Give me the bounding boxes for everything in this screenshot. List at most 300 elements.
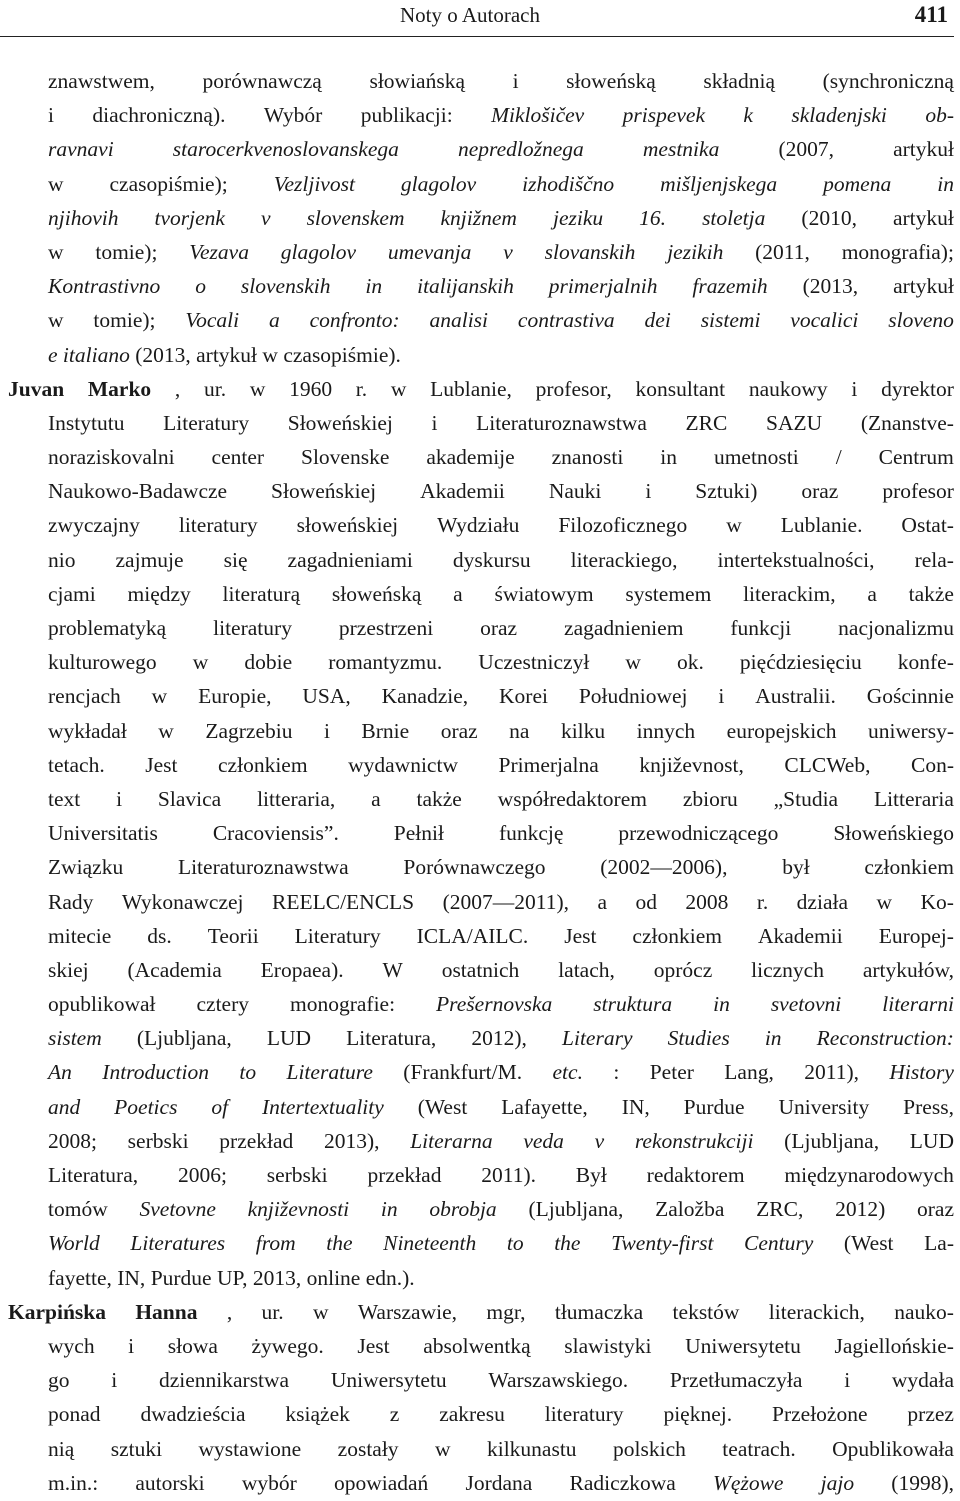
text-line: [8, 543, 954, 577]
word: IN,: [621, 1094, 650, 1119]
word: w: [312, 1299, 329, 1324]
page-number: 411: [914, 2, 948, 27]
word: romantyzmu.: [328, 650, 443, 675]
word: znanosti: [551, 445, 624, 470]
text-line: [8, 953, 954, 987]
word: in: [660, 445, 677, 470]
text-line: [8, 1158, 954, 1192]
italic-title-word: veda: [523, 1128, 564, 1153]
word: Lublanie,: [430, 376, 512, 401]
author-name: Karpińska: [8, 1299, 106, 1324]
word: międzynarodowych: [784, 1163, 954, 1187]
italic-title-word: o: [195, 274, 206, 299]
italic-title-word: v: [503, 239, 513, 264]
word: oprócz: [653, 957, 713, 982]
italic-title-word: njihovih: [48, 205, 119, 230]
word: w: [726, 513, 742, 538]
word: (synchroniczną: [822, 69, 954, 93]
word: edn.).: [365, 1265, 415, 1290]
word: konfe-: [897, 650, 954, 675]
word: Cracoviensis”.: [212, 821, 339, 846]
text-line: [8, 1466, 954, 1500]
word: Jagiellońskie-: [834, 1333, 954, 1358]
word: zagadnieniami: [287, 547, 413, 572]
word: w: [151, 684, 168, 709]
italic-title-word: Twenty-first: [611, 1231, 714, 1256]
word: (Academia: [127, 957, 222, 982]
word: Litteraria: [873, 786, 954, 811]
italic-title-word: sistemi: [700, 308, 761, 333]
word: członkiem: [218, 752, 308, 777]
word: serbski: [266, 1163, 328, 1187]
word: ZRC: [685, 410, 728, 435]
word: Warszawskiego.: [488, 1368, 629, 1393]
word: licznych: [751, 957, 824, 982]
word: Akademii: [757, 923, 843, 948]
word: członkiem: [632, 923, 722, 948]
italic-title-word: ravnavi: [48, 137, 114, 162]
word: artykuł: [893, 137, 954, 162]
word: współredaktorem: [497, 786, 647, 811]
word: Był: [575, 1163, 607, 1187]
word: czasopiśmie).: [283, 342, 401, 367]
word: Filozoficznego: [558, 513, 688, 538]
word: (West: [843, 1231, 894, 1256]
word: także: [908, 581, 954, 606]
word: żywego.: [251, 1333, 324, 1358]
word: słowiańską: [369, 69, 465, 93]
italic-title-word: umevanja: [387, 239, 472, 264]
word: kilkunastu: [486, 1436, 577, 1461]
word: 2008: [685, 889, 729, 914]
word: oraz: [917, 1197, 954, 1222]
word: CLCWeb,: [784, 752, 871, 777]
word: noraziskovalni: [48, 445, 175, 470]
word: (Ljubljana,: [136, 1026, 232, 1051]
italic-title-word: in: [365, 274, 383, 299]
word: był: [782, 855, 810, 880]
word: Europie,: [198, 684, 272, 709]
word: Akademii: [420, 479, 505, 504]
word: oraz: [480, 616, 518, 640]
italic-title-word: ob-: [925, 103, 954, 128]
italic-title-word: Introduction: [102, 1060, 209, 1085]
word: 2013,: [252, 1265, 307, 1290]
word: (Frankfurt/M.: [403, 1060, 523, 1085]
word: Založba: [655, 1197, 725, 1222]
word: i: [718, 684, 725, 709]
italic-title-word: sistem: [48, 1026, 102, 1051]
word: r.: [355, 376, 368, 401]
word: przekład: [367, 1163, 442, 1187]
word: Peter: [649, 1060, 694, 1085]
word: Ko-: [920, 889, 954, 914]
word: rencjach: [48, 684, 121, 709]
author-name: Hanna: [135, 1299, 198, 1324]
text-line: [8, 577, 954, 611]
italic-title-word: v: [260, 205, 271, 230]
italic-title-word: An: [48, 1060, 72, 1085]
italic-title-word: literarni: [882, 992, 954, 1017]
word: funkcji: [730, 616, 792, 640]
text-line: [8, 850, 954, 884]
word: 2013),: [323, 1128, 380, 1153]
word: Naukowo-Badawcze: [48, 479, 228, 504]
word: latach,: [558, 957, 615, 982]
word: przez: [907, 1402, 954, 1427]
word: Slavica: [157, 786, 222, 811]
italic-title-word: pomena: [823, 171, 892, 196]
word: cjami: [48, 581, 96, 606]
word: także: [416, 786, 462, 811]
word: oraz: [801, 479, 839, 504]
word: a: [453, 581, 463, 606]
word: ,: [226, 1299, 233, 1324]
word: SAZU: [766, 410, 823, 435]
author-name: Juvan: [8, 376, 65, 401]
word: dyrektor: [881, 376, 954, 401]
word: (Znanstve-: [860, 410, 954, 435]
word: Wybór: [263, 103, 323, 128]
word: w: [158, 718, 174, 743]
italic-title-word: in: [937, 171, 954, 196]
word: artykuł: [892, 205, 954, 230]
word: redaktorem: [646, 1163, 745, 1187]
italic-title-word: 16.: [639, 205, 667, 230]
word: ds.: [147, 923, 172, 948]
word: w: [192, 650, 209, 675]
word: Przełożone: [772, 1402, 868, 1427]
word: teatrach.: [722, 1436, 796, 1461]
word: Zagrzebiu: [205, 718, 293, 743]
italic-title-word: confronto:: [309, 308, 400, 333]
word: cztery: [196, 992, 249, 1017]
word: r.: [756, 889, 769, 914]
word: systemem: [625, 581, 712, 606]
word: autorski: [135, 1470, 205, 1495]
word: nacjonalizmu: [838, 616, 954, 640]
running-head: [0, 0, 954, 37]
word: (2010,: [801, 205, 857, 230]
word: Teorii: [207, 923, 259, 948]
word: słoweńskiej: [296, 513, 399, 538]
word: intertekstualności,: [717, 547, 875, 572]
italic-title-word: Literature: [286, 1060, 373, 1085]
word: 2006;: [177, 1163, 227, 1187]
word: tomów: [48, 1197, 108, 1222]
word: slawistyki: [564, 1333, 652, 1358]
word: zajmuje: [115, 547, 184, 572]
word: IN,: [117, 1265, 151, 1290]
word: 2012),: [471, 1026, 527, 1051]
text-line: [8, 406, 954, 440]
italic-title-word: contrastiva: [517, 308, 615, 333]
word: REELC/ENCLS: [271, 889, 415, 914]
word: między: [127, 581, 191, 606]
word: wybór: [241, 1470, 297, 1495]
word: wydała: [891, 1368, 954, 1393]
text-line: [8, 645, 954, 679]
word: tomie);: [93, 308, 156, 333]
text-line: [8, 440, 954, 474]
word: słoweńską: [566, 69, 656, 93]
word: oraz: [440, 718, 478, 743]
word: Europej-: [878, 923, 954, 948]
word: w: [390, 376, 407, 401]
word: składnią: [703, 69, 775, 93]
word: m.in.:: [48, 1470, 99, 1495]
italic-title-word: analisi: [429, 308, 489, 333]
word: (2011,: [755, 239, 810, 264]
word: wych: [48, 1333, 95, 1358]
word: zbioru: [682, 786, 738, 811]
italic-title-word: Miklošičev: [491, 103, 585, 128]
text-line: [8, 782, 954, 816]
text-line: [8, 269, 954, 303]
italic-title-word: skladenjski: [791, 103, 887, 128]
word: W: [382, 957, 403, 982]
word: kilku: [560, 718, 606, 743]
italic-title-word: Reconstruction:: [816, 1026, 954, 1051]
word: konsultant: [635, 376, 726, 401]
word: :: [613, 1060, 620, 1085]
entry-continuation: [8, 64, 954, 372]
italic-title-word: Poetics: [114, 1094, 178, 1119]
word: UP,: [216, 1265, 253, 1290]
word: się: [223, 547, 248, 572]
italic-title-word: struktura: [593, 992, 673, 1017]
word: polskich: [613, 1436, 686, 1461]
word: Słoweńskiej: [271, 479, 377, 504]
text-line: [8, 679, 954, 713]
italic-title-word: and: [48, 1094, 81, 1119]
text-line: [8, 885, 954, 919]
text-line: [8, 1261, 954, 1295]
word: Purdue: [683, 1094, 745, 1119]
italic-title-word: slovanskih: [544, 239, 636, 264]
word: literatury: [178, 513, 258, 538]
italic-title-word: glagolov: [280, 239, 357, 264]
word: Press,: [903, 1094, 954, 1119]
italic-title-word: tvorjenk: [154, 205, 225, 230]
word: dwadzieścia: [140, 1402, 246, 1427]
word: (1998),: [891, 1470, 954, 1495]
word: kulturowego: [48, 650, 157, 675]
word: sztuki: [110, 1436, 163, 1461]
word: 1960: [289, 376, 333, 401]
word: literackim,: [743, 581, 836, 606]
word: ,: [174, 376, 181, 401]
italic-title-word: Studies: [667, 1026, 730, 1051]
word: Pełnił: [393, 821, 444, 846]
word: pięknej.: [663, 1402, 733, 1427]
text-line: [8, 372, 954, 406]
word: ur.: [261, 1299, 284, 1324]
word: i: [128, 1333, 135, 1358]
word: Słoweńskiego: [833, 821, 954, 846]
text-line: [8, 1124, 954, 1158]
word: ostatnich: [441, 957, 520, 982]
word: opublikował: [48, 992, 156, 1017]
word: Brnie: [361, 718, 410, 743]
word: rela-: [914, 547, 954, 572]
italic-title-word: from: [255, 1231, 296, 1256]
italic-title-word: World: [48, 1231, 100, 1256]
word: Jest: [357, 1333, 390, 1358]
word: i: [512, 69, 519, 93]
word: publikacji:: [360, 103, 453, 128]
italic-title-word: Literary: [562, 1026, 633, 1051]
word: (2013,: [135, 342, 197, 367]
word: działa: [796, 889, 848, 914]
word: dziennikarstwa: [158, 1368, 290, 1393]
word: Literaturoznawstwa: [177, 855, 349, 880]
word: Eropaea).: [260, 957, 344, 982]
word: (Ljubljana,: [528, 1197, 624, 1222]
word: Słoweńskiej: [287, 410, 393, 435]
italic-title-word: e: [48, 342, 63, 367]
word: europejskich: [726, 718, 837, 743]
word: /: [835, 445, 842, 470]
word: a: [867, 581, 877, 606]
word: Lafayette,: [501, 1094, 588, 1119]
italic-title-word: Wężowe: [713, 1470, 784, 1495]
word: (2002—2006),: [600, 855, 728, 880]
word: literackich,: [768, 1299, 865, 1324]
word: artykuł: [196, 342, 263, 367]
word: tomie);: [95, 239, 158, 264]
italic-title-word: primerjalnih: [548, 274, 658, 299]
word: tekstów: [672, 1299, 740, 1324]
italic-title-word: knjižnem: [440, 205, 517, 230]
word: innych: [636, 718, 696, 743]
word: Porównawczego: [403, 855, 546, 880]
word: University: [778, 1094, 870, 1119]
word: pięćdziesięciu: [739, 650, 862, 675]
word: Jordana: [465, 1470, 533, 1495]
italic-title-word: italiano: [62, 342, 136, 367]
word: zakresu: [439, 1402, 505, 1427]
word: Jest: [564, 923, 597, 948]
italic-title-word: jezikih: [667, 239, 724, 264]
text-line: [8, 132, 954, 166]
italic-title-word: k: [743, 103, 753, 128]
word: wystawione: [198, 1436, 302, 1461]
word: akademije: [426, 445, 515, 470]
word: monografia);: [841, 239, 954, 264]
word: Ostat-: [901, 513, 954, 538]
word: mgr,: [486, 1299, 526, 1324]
text-line: [8, 748, 954, 782]
italic-title-word: Vocali: [185, 308, 240, 333]
italic-title-word: sloveno: [888, 308, 954, 333]
italic-title-word: frazemih: [692, 274, 768, 299]
text-line: [8, 338, 954, 372]
word: i: [844, 1368, 851, 1393]
word: opowiadań: [333, 1470, 429, 1495]
word: Wykonawczej: [121, 889, 244, 914]
word: nio: [48, 547, 76, 572]
text-line: [8, 1090, 954, 1124]
word: artykułów,: [862, 957, 954, 982]
word: słoweńską: [331, 581, 422, 606]
word: artykuł: [893, 274, 954, 299]
entry-juvan-marko: [8, 372, 954, 1295]
italic-title-word: v: [594, 1128, 605, 1153]
word: i: [48, 103, 54, 128]
text-line: [8, 167, 954, 201]
word: Warszawie,: [357, 1299, 458, 1324]
word: LUD: [909, 1128, 954, 1153]
word: absolwentką: [423, 1333, 531, 1358]
word: mitecie: [48, 923, 112, 948]
italic-title-word: književnosti: [247, 1197, 350, 1222]
word: znawstwem,: [48, 69, 155, 93]
word: 2012): [835, 1197, 886, 1222]
word: Literaturoznawstwa: [476, 410, 647, 435]
word: Uniwersytetu: [685, 1333, 801, 1358]
italic-title-word: dei: [644, 308, 671, 333]
italic-title-word: History: [889, 1060, 954, 1085]
word: w: [262, 342, 284, 367]
word: ZRC,: [756, 1197, 804, 1222]
word: nauko-: [894, 1299, 954, 1324]
word: Instytutu: [48, 410, 125, 435]
word: Związku: [48, 855, 124, 880]
word: w: [48, 171, 64, 196]
italic-title-word: nepredložnega: [457, 137, 584, 162]
word: Korei: [499, 684, 548, 709]
italic-title-word: slovenskem: [306, 205, 405, 230]
word: od: [635, 889, 657, 914]
word: światowym: [494, 581, 594, 606]
word: Primerjalna: [498, 752, 599, 777]
word: književnost,: [639, 752, 744, 777]
word: 2011),: [804, 1060, 859, 1085]
word: Literatura,: [346, 1026, 437, 1051]
word: Południowej: [578, 684, 688, 709]
word: zagadnieniem: [564, 616, 684, 640]
word: 2008;: [48, 1128, 97, 1153]
italic-title-word: Nineteenth: [383, 1231, 477, 1256]
word: w: [435, 1436, 451, 1461]
word: w: [48, 239, 64, 264]
word: Opublikowała: [832, 1436, 954, 1461]
word: diachroniczną).: [92, 103, 226, 128]
italic-title-word: in: [380, 1197, 398, 1222]
text-line: [8, 235, 954, 269]
italic-title-word: jeziku: [552, 205, 604, 230]
italic-title-word: a: [269, 308, 280, 333]
word: członkiem: [864, 855, 954, 880]
italic-title-word: prispevek: [622, 103, 706, 128]
text-line: [8, 611, 954, 645]
italic-title-word: jajo: [820, 1470, 855, 1495]
italic-title-word: Svetovne: [139, 1197, 216, 1222]
word: profesor: [882, 479, 954, 504]
italic-title-word: in: [764, 1026, 782, 1051]
text-line: [8, 508, 954, 542]
word: uniwersy-: [868, 718, 954, 743]
text-line: [8, 98, 954, 132]
word: Centrum: [878, 445, 954, 470]
italic-title-word: slovenskih: [240, 274, 331, 299]
italic-title-word: italijanskih: [417, 274, 514, 299]
text-line: [8, 1397, 954, 1431]
word: LUD: [266, 1026, 312, 1051]
word: literackiego,: [570, 547, 678, 572]
word: USA,: [302, 684, 351, 709]
